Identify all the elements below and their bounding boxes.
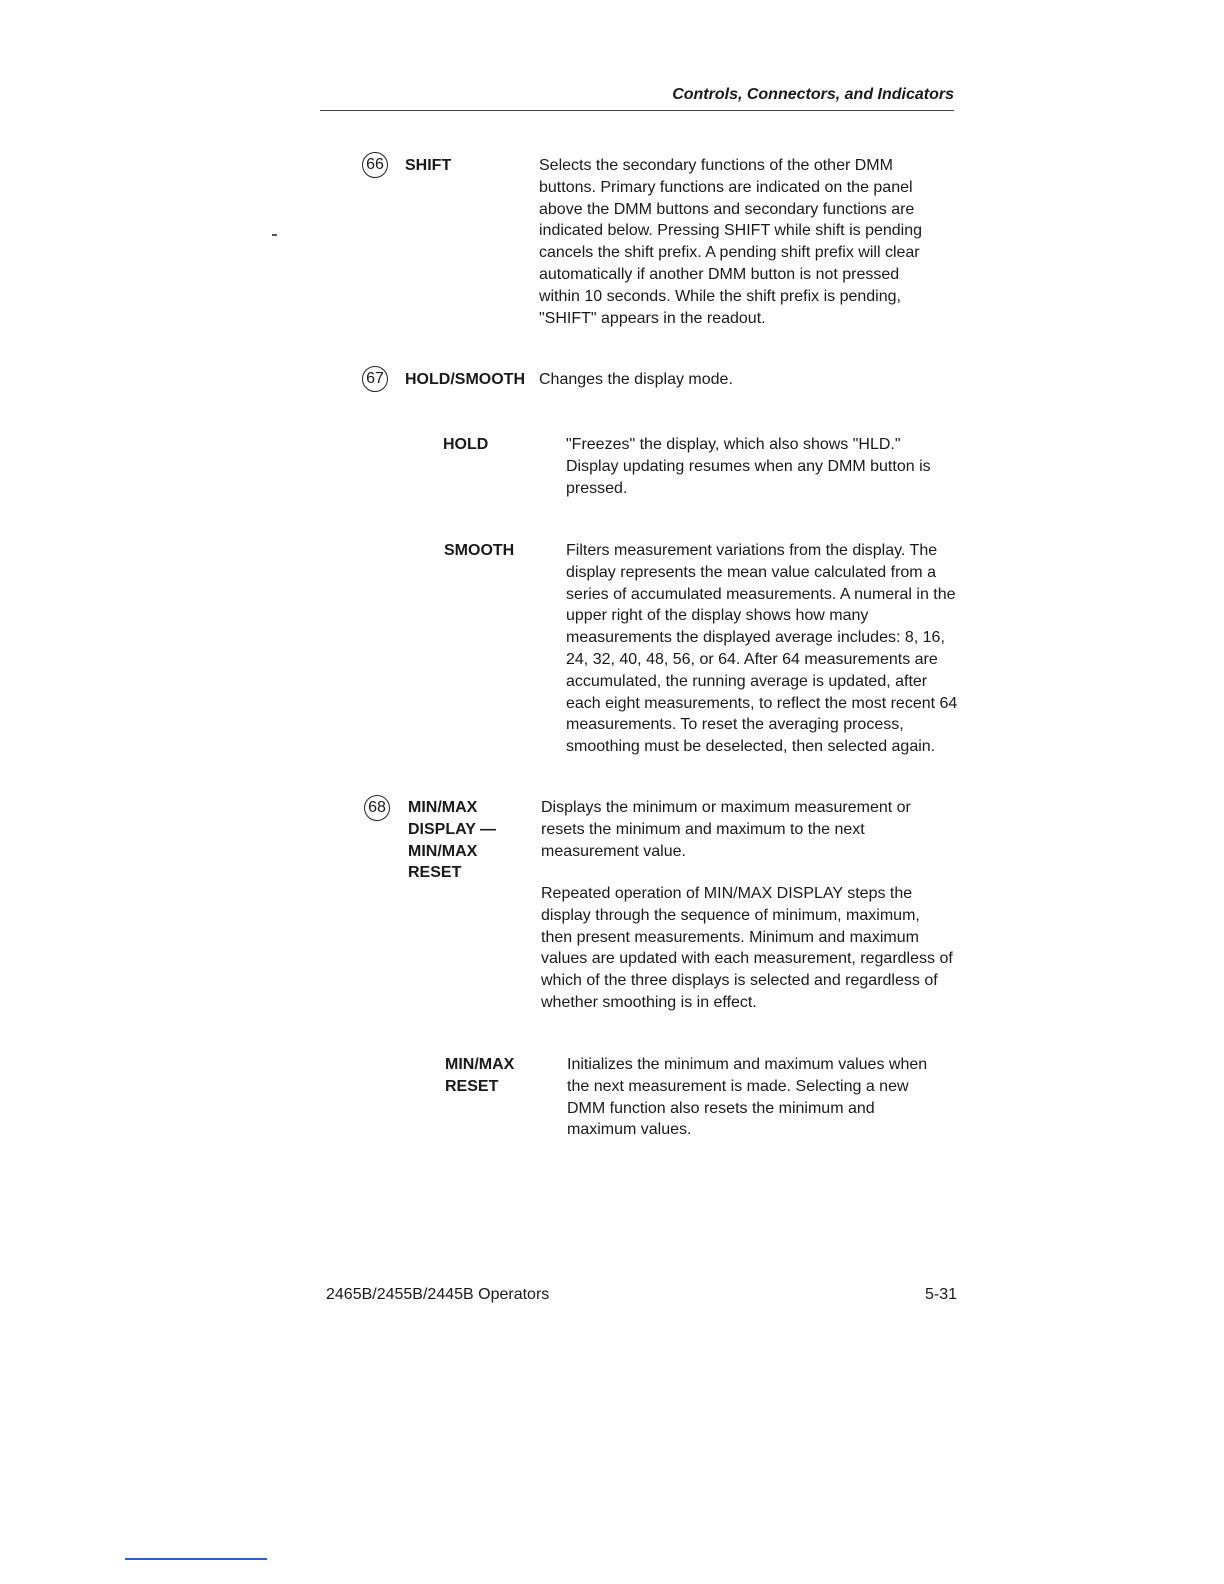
term-line: MIN/MAX <box>408 799 478 816</box>
description-hold-smooth: Changes the display mode. <box>539 371 733 388</box>
description-smooth: Filters measurement variations from the display. The display represents the mean value calculated from a series of accumulated measurements. A numeral in the upper right of the display shows how many measurements the displayed average includes: 8, 16, 24, 32, 40, 48, 56, or 64. After 64 measurements are accumulated, the running average is updated, after each eight measurements, to reflect the most recent 64 measurements. To reset the averaging process, smoothing must be deselected, then selected again. <box>566 542 958 756</box>
description-min-max-display: Displays the minimum or maximum measurement or resets the minimum and maximum to the next measurement value. <box>541 799 911 860</box>
subterm-hold: HOLD <box>443 436 489 453</box>
description-min-max-display-continued: Repeated operation of MIN/MAX DISPLAY steps the display through the sequence of minimum, maximum, then present measurements. Minimum and maximum values are updated with each measurement, regardless of which of the three displays is selected and regardless of whether smoothing is in effect. <box>541 885 953 1011</box>
description-min-max-reset: Initializes the minimum and maximum values when the next measurement is made. Selecting a new DMM function also resets the minimum and maximum values. <box>567 1056 928 1139</box>
term-line: RESET <box>408 864 462 882</box>
term-shift: SHIFT <box>405 157 452 174</box>
footer-page-number: 5-31 <box>924 1286 957 1303</box>
term-line: DISPLAY — <box>408 820 497 838</box>
footer-manual-title: 2465B/2455B/2445B Operators <box>326 1286 550 1303</box>
scan-speck <box>272 234 277 236</box>
subterm-min-max-reset <box>445 1054 514 1098</box>
description-hold: "Freezes" the display, which also shows "HLD." Display updating resumes when any DMM button is pressed. <box>566 436 931 497</box>
term-line: MIN/MAX <box>408 842 478 860</box>
callout-number-67: 67 <box>362 366 388 392</box>
callout-number-68: 68 <box>364 795 390 821</box>
callout-number-66: 66 <box>362 152 388 178</box>
subterm-smooth: SMOOTH <box>444 542 515 559</box>
header-divider <box>320 110 954 111</box>
bottom-edge-line <box>125 1558 267 1560</box>
page-header-title: Controls, Connectors, and Indicators <box>672 86 954 103</box>
term-line: MIN/MAX <box>445 1056 515 1073</box>
term-hold-smooth: HOLD/SMOOTH <box>405 371 525 388</box>
term-line: RESET <box>445 1077 499 1095</box>
description-shift: Selects the secondary functions of the other DMM buttons. Primary functions are indicated on the panel above the DMM buttons and secondary functions are indicated below. Pressing SHIFT while shift is pending cancels the shift prefix. A pending shift prefix will clear automatically if another DMM button is not pressed within 10 seconds. While the shift prefix is pending, "SHIFT" appears in the readout. <box>539 157 923 327</box>
term-min-max-display-reset <box>408 797 496 884</box>
